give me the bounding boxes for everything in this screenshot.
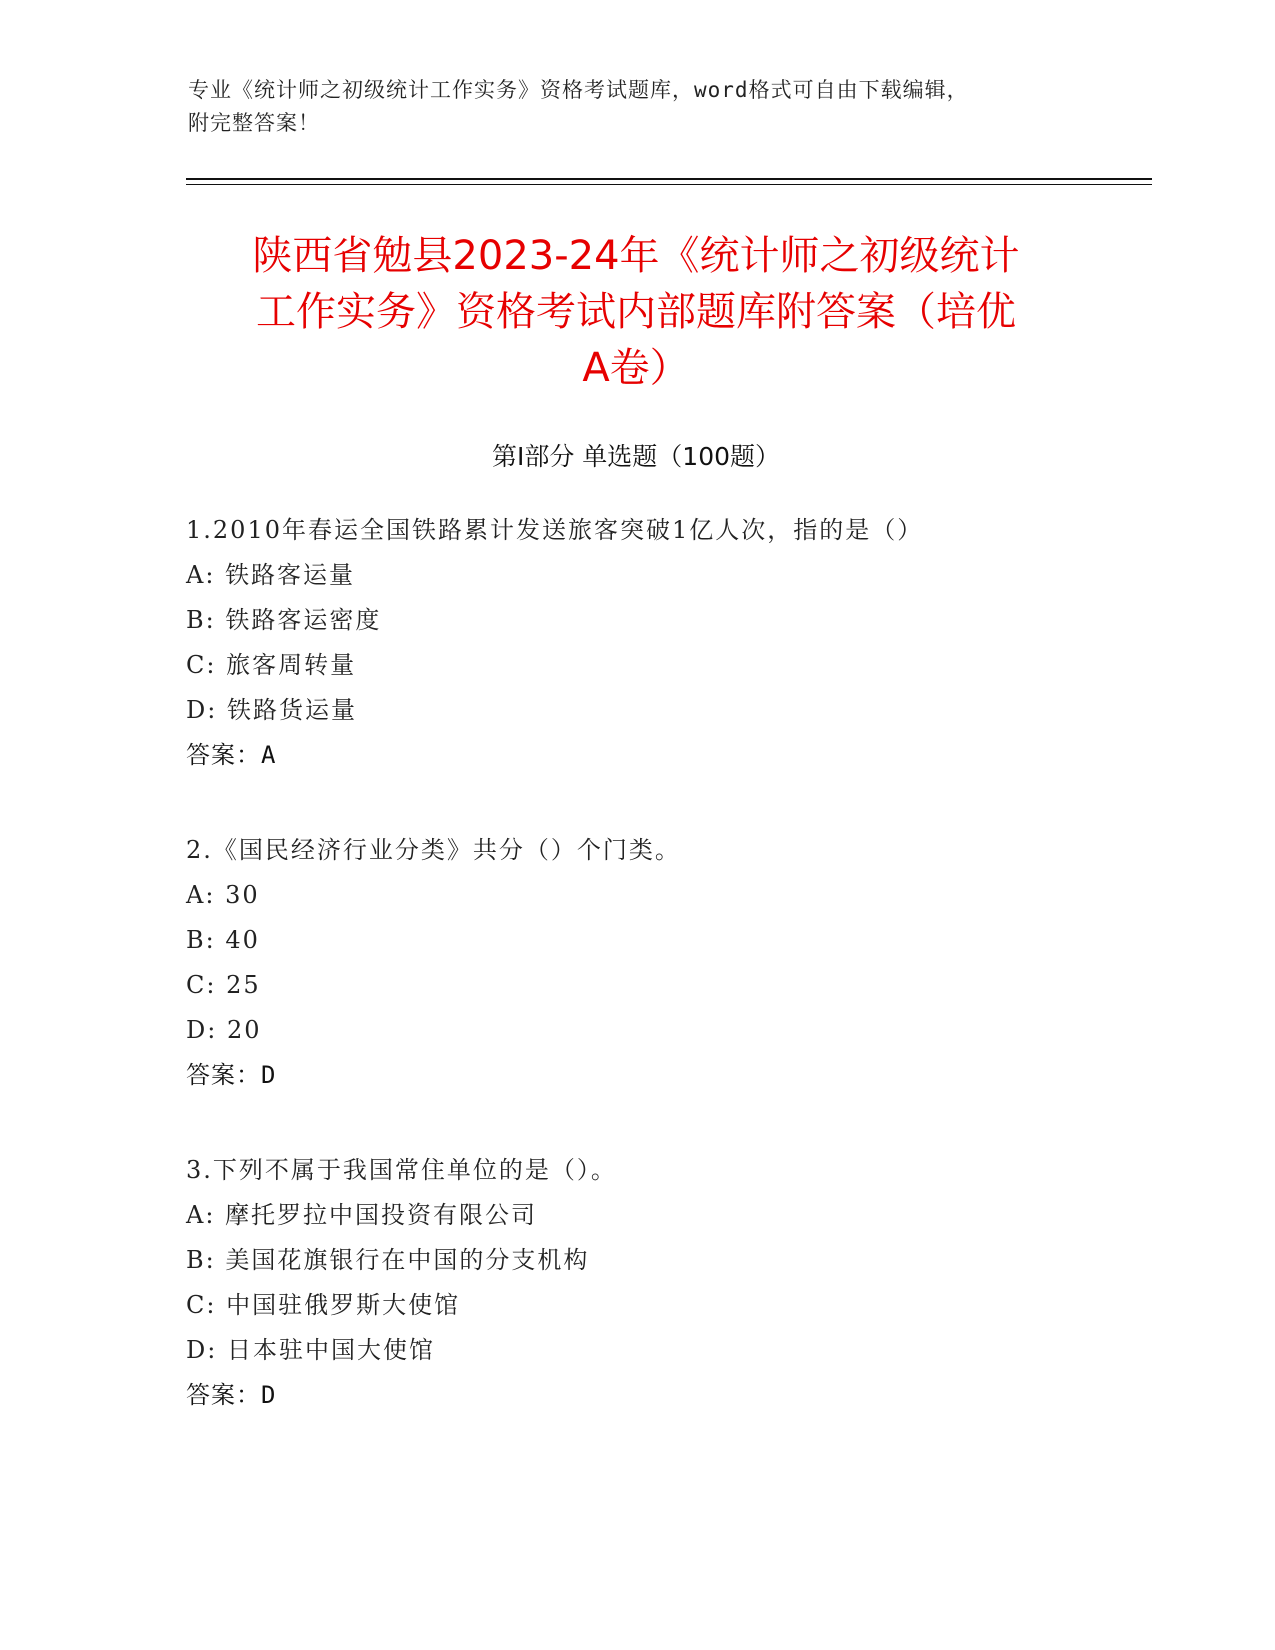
option-key: C: [186,971,217,999]
header-divider-thick [186,178,1152,180]
document-title-line-3: A卷） [582,345,690,391]
option-key: A: [186,1201,216,1229]
option-a [186,873,1146,918]
document-title [186,228,1086,396]
question-stem: 3.下列不属于我国常住单位的是（）。 [186,1156,617,1184]
option-key: B: [186,1246,216,1274]
answer [186,1053,1146,1098]
option-key: C: [186,651,217,679]
option-b [186,1238,1146,1283]
option-key: A: [186,561,216,589]
option-key: B: [186,926,216,954]
option-text: 摩托罗拉中国投资有限公司 [225,1201,538,1229]
question-1 [186,508,1146,778]
question-2 [186,828,1146,1098]
option-text: 旅客周转量 [226,651,357,679]
option-text: 30 [225,881,260,909]
answer-label: 答案： [186,741,261,769]
answer [186,733,1146,778]
option-a [186,1193,1146,1238]
answer-value: D [261,1061,276,1089]
option-key: B: [186,606,216,634]
option-text: 铁路客运量 [225,561,356,589]
question-stem: 1.2010年春运全国铁路累计发送旅客突破1亿人次，指的是（） [186,516,924,544]
option-key: D: [186,1336,218,1364]
section-heading: 第Ⅰ部分 单选题（100题） [491,442,781,471]
document-title-line-2: 工作实务》资格考试内部题库附答案（培优 [256,289,1016,335]
option-b [186,918,1146,963]
header-note [188,74,1068,140]
option-c [186,643,1146,688]
question-stem: 2.《国民经济行业分类》共分（）个门类。 [186,836,681,864]
option-d [186,688,1146,733]
answer-label: 答案： [186,1381,261,1409]
header-note-line-2: 附完整答案！ [188,111,320,135]
option-text: 铁路货运量 [226,696,357,724]
answer [186,1373,1146,1418]
option-key: D: [186,696,218,724]
option-text: 20 [226,1016,262,1044]
answer-value: D [261,1381,276,1409]
option-text: 铁路客运密度 [225,606,382,634]
option-key: C: [186,1291,217,1319]
answer-value: A [261,741,276,769]
option-text: 40 [225,926,260,954]
option-text: 美国花旗银行在中国的分支机构 [225,1246,590,1274]
option-key: A: [186,881,216,909]
option-text: 中国驻俄罗斯大使馆 [226,1291,461,1319]
option-text: 25 [226,971,261,999]
answer-label: 答案： [186,1061,261,1089]
question-3 [186,1148,1146,1418]
header-note-line-1: 专业《统计师之初级统计工作实务》资格考试题库，word格式可自由下载编辑， [188,78,969,102]
option-key: D: [186,1016,218,1044]
option-a [186,553,1146,598]
option-text: 日本驻中国大使馆 [226,1336,435,1364]
option-c [186,963,1146,1008]
document-title-line-1: 陕西省勉县2023-24年《统计师之初级统计 [252,233,1020,279]
option-d [186,1328,1146,1373]
option-d [186,1008,1146,1053]
option-b [186,598,1146,643]
header-divider-thin [186,184,1152,185]
option-c [186,1283,1146,1328]
